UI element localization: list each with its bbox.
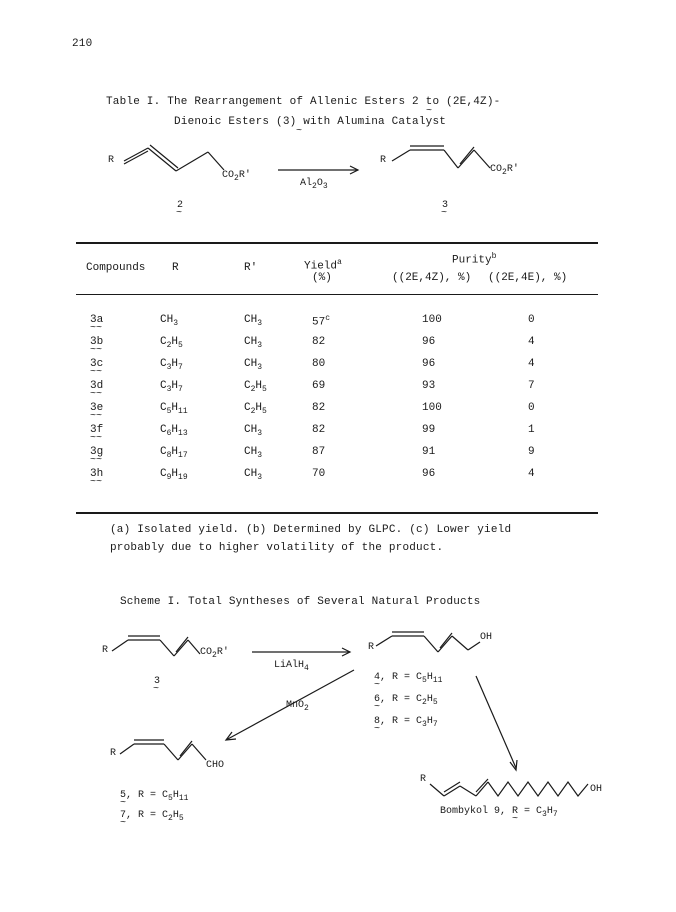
- footnote-line2: probably due to higher volatility of the product.: [110, 542, 444, 554]
- tilde-mark: ~~: [90, 477, 103, 488]
- footnote-line1: (a) Isolated yield. (b) Determined by GLPC. (c) Lower yield: [110, 524, 512, 536]
- cell-r: $C_5H_{11}$: [160, 402, 188, 417]
- cell-compound: 3b: [90, 336, 104, 348]
- compound-2-label: 2: [177, 200, 184, 211]
- left-ester-label: $CO_2R'$: [222, 170, 251, 183]
- header-yield-unit: (%): [312, 272, 332, 284]
- cell-compound: 3c: [90, 358, 104, 370]
- alcohol-item-6: 6, $R = C_2H_5$: [374, 694, 438, 707]
- cell-purity-2e4z: 91: [422, 446, 436, 458]
- tilde-mark: ~: [512, 814, 519, 825]
- alcohol-oh: OH: [480, 632, 493, 643]
- cell-yield: 82: [312, 336, 326, 348]
- cell-purity-2e4e: 4: [528, 358, 535, 370]
- tilde-mark: ~: [374, 702, 381, 713]
- cell-purity-2e4z: 96: [422, 336, 436, 348]
- tilde-mark: ~: [120, 798, 127, 809]
- cell-r-prime: $CH_3$: [244, 446, 263, 461]
- aldehyde-item-7: 7, $R = C_2H_5$: [120, 810, 184, 823]
- scheme-start-ester: $CO_2R'$: [200, 647, 229, 660]
- left-r-label: R: [108, 155, 115, 166]
- bombykol-oh: OH: [590, 784, 603, 795]
- tilde-mark: ~: [374, 724, 381, 735]
- cell-purity-2e4z: 96: [422, 468, 436, 480]
- right-r-label: R: [380, 155, 387, 166]
- cell-yield: 80: [312, 358, 326, 370]
- cell-r: $C_2H_5$: [160, 336, 183, 351]
- cell-yield: 69: [312, 380, 326, 392]
- tilde-mark: ~~: [90, 323, 103, 334]
- cell-compound: 3e: [90, 402, 104, 414]
- cell-r-prime: $CH_3$: [244, 424, 263, 439]
- tilde-mark: ~: [426, 106, 433, 117]
- cell-purity-2e4e: 1: [528, 424, 535, 436]
- lialh4-label: LiAlH$_4$: [274, 660, 309, 673]
- cell-yield: 70: [312, 468, 326, 480]
- right-ester-label: $CO_2R'$: [490, 164, 519, 177]
- cell-purity-2e4e: 0: [528, 402, 535, 414]
- table-caption-line2: Dienoic Esters (3) with Alumina Catalyst: [174, 116, 447, 128]
- cell-yield: 87: [312, 446, 326, 458]
- bombykol-arrow: [476, 676, 516, 768]
- cell-yield: 82: [312, 424, 326, 436]
- tilde-mark: ~: [120, 818, 127, 829]
- table-bottom-rule: [76, 512, 598, 514]
- scheme-caption: Scheme I. Total Syntheses of Several Natural Products: [120, 596, 481, 608]
- cell-r: $C_8H_{17}$: [160, 446, 188, 461]
- bombykol-r: R: [420, 774, 427, 785]
- header-purity: Purity$^b$: [452, 252, 497, 267]
- tilde-mark: ~: [441, 208, 448, 219]
- cell-purity-2e4z: 100: [422, 314, 442, 326]
- page-number: 210: [72, 38, 93, 50]
- header-yield: Yield$^a$: [304, 258, 342, 273]
- cell-purity-2e4z: 96: [422, 358, 436, 370]
- dienoic-ester-structure: [392, 146, 490, 168]
- tilde-mark: ~~: [90, 345, 103, 356]
- tilde-mark: ~~: [90, 455, 103, 466]
- tilde-mark: ~~: [90, 389, 103, 400]
- tilde-mark: ~: [296, 126, 303, 137]
- reagent-label: $Al_2O_3$: [300, 178, 328, 191]
- header-compounds: Compounds: [86, 262, 146, 274]
- cell-purity-2e4e: 4: [528, 468, 535, 480]
- cell-compound: 3g: [90, 446, 104, 458]
- cell-r-prime: $CH_3$: [244, 468, 263, 483]
- cell-r: $C_9H_{19}$: [160, 468, 188, 483]
- cell-r-prime: $C_2H_5$: [244, 380, 267, 395]
- tilde-mark: ~~: [90, 411, 103, 422]
- cell-purity-2e4z: 93: [422, 380, 436, 392]
- alcohol-item-4: 4, $R = C_5H_{11}$: [374, 672, 443, 685]
- tilde-mark: ~: [153, 684, 160, 695]
- scheme-start-number: 3: [154, 676, 161, 687]
- cell-compound: 3a: [90, 314, 104, 326]
- cell-purity-2e4e: 9: [528, 446, 535, 458]
- cell-yield: 82: [312, 402, 326, 414]
- cell-compound: 3d: [90, 380, 104, 392]
- alcohol-r: R: [368, 642, 375, 653]
- cell-r: $C_6H_{13}$: [160, 424, 188, 439]
- dienol-structure: [376, 632, 480, 652]
- header-r-prime: R': [244, 262, 258, 274]
- cell-compound: 3h: [90, 468, 104, 480]
- cell-purity-2e4e: 7: [528, 380, 535, 392]
- tilde-mark: ~~: [90, 433, 103, 444]
- cell-compound: 3f: [90, 424, 104, 436]
- bombykol-structure: [430, 779, 588, 796]
- cell-r: $C_3H_7$: [160, 380, 183, 395]
- scheme-start-r: R: [102, 645, 109, 656]
- scheme-dienoic-ester-structure: [112, 636, 200, 656]
- tilde-mark: ~~: [90, 367, 103, 378]
- cell-purity-2e4z: 99: [422, 424, 436, 436]
- dienal-structure: [120, 740, 206, 760]
- aldehyde-cho: CHO: [206, 760, 225, 771]
- cell-r-prime: $CH_3$: [244, 336, 263, 351]
- table-top-rule: [76, 242, 598, 244]
- cell-purity-2e4e: 0: [528, 314, 535, 326]
- aldehyde-r: R: [110, 748, 117, 759]
- header-purity-2e4z: ((2E,4Z), %): [392, 272, 472, 284]
- cell-purity-2e4z: 100: [422, 402, 442, 414]
- cell-yield: 57$^c$: [312, 314, 331, 329]
- allenic-ester-structure: [124, 145, 224, 171]
- aldehyde-item-5: 5, $R = C_5H_{11}$: [120, 790, 189, 803]
- alcohol-item-8: 8, $R = C_3H_7$: [374, 716, 438, 729]
- header-purity-2e4e: ((2E,4E), %): [488, 272, 568, 284]
- mno2-label: MnO$_2$: [286, 700, 309, 713]
- bombykol-label: Bombykol 9, $R = C_3H_7$: [440, 806, 558, 819]
- cell-r-prime: $CH_3$: [244, 358, 263, 373]
- table-caption-line1: Table I. The Rearrangement of Allenic Esters 2 to (2E,4Z)-: [106, 96, 501, 108]
- cell-purity-2e4e: 4: [528, 336, 535, 348]
- table-header-rule: [76, 294, 598, 295]
- compound-3-label: 3: [442, 200, 449, 211]
- tilde-mark: ~: [374, 680, 381, 691]
- cell-r-prime: $C_2H_5$: [244, 402, 267, 417]
- cell-r-prime: $CH_3$: [244, 314, 263, 329]
- tilde-mark: ~: [176, 208, 183, 219]
- cell-r: $C_3H_7$: [160, 358, 183, 373]
- cell-r: $CH_3$: [160, 314, 179, 329]
- header-r: R: [172, 262, 179, 274]
